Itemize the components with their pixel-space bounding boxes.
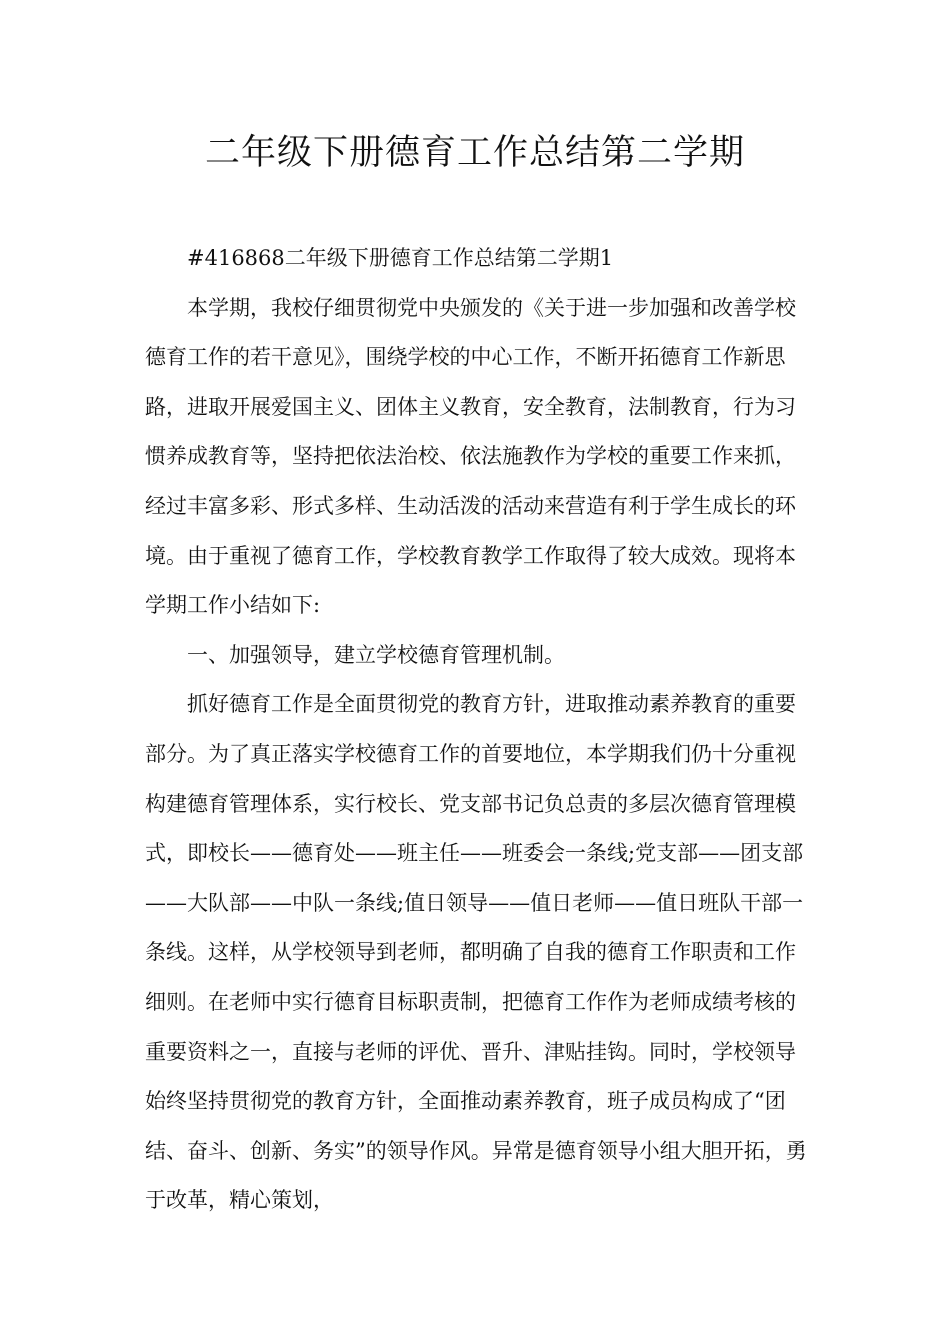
document-title: 二年级下册德育工作总结第二学期 <box>204 133 745 173</box>
section-heading-1: 一、加强领导，建立学校德育管理机制。 <box>187 642 565 667</box>
document-body <box>145 234 815 1226</box>
paragraph-intro: 本学期，我校仔细贯彻党中央颁发的《关于进一步加强和改善学校德育工作的若干意见》，围绕学校的中心工作，不断开拓德育工作新思路，进取开展爱国主义、团体主义教育，安全教育，法制教育，行为习惯养成教育等，坚持把依法治校、依法施教作为学校的重要工作来抓，经过丰富多彩、形式多样、生动活泼的活动来营造有利于学生成长的环境。由于重视了德育工作，学校教育教学工作取得了较大成效。现将本学期工作小结如下: <box>145 295 796 618</box>
paragraph-heading-number: #416868二年级下册德育工作总结第二学期1 <box>187 246 614 270</box>
paragraph-management: 抓好德育工作是全面贯彻党的教育方针，进取推动素养教育的重要部分。为了真正落实学校德育工作的首要地位，本学期我们仍十分重视构建德育管理体系，实行校长、党支部书记负总责的多层次德育管理模式，即校长——德育处——班主任——班委会一条线;党支部——团支部——大队部——中队一条线;值日领导——值日老师——值日班队干部一条线。这样，从学校领导到老师，都明确了自我的德育工作职责和工作细则。在老师中实行德育目标职责制，把德育工作作为老师成绩考核的重要资料之一，直接与老师的评优、晋升、津贴挂钩。同时，学校领导始终坚持贯彻党的教育方针，全面推动素养教育，班子成员构成了“团结、奋斗、创新、务实”的领导作风。异常是德育领导小组大胆开拓，勇于改革，精心策划， <box>145 692 807 1213</box>
